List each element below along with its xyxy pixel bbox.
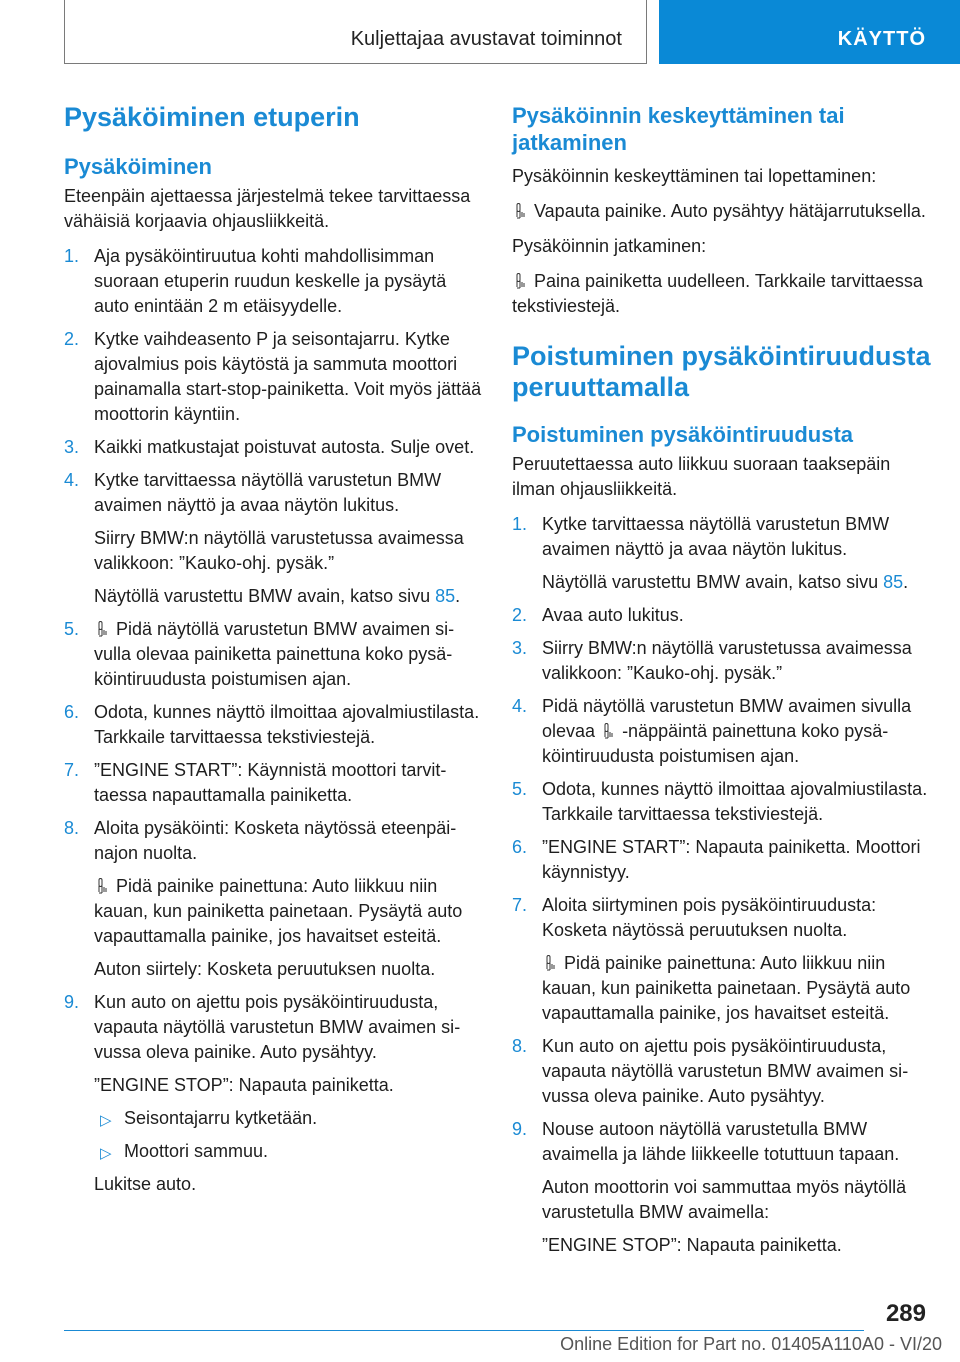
header-chapter-tab[interactable] [659, 0, 960, 64]
interrupt-action [512, 199, 932, 224]
step-number: 8. [512, 1036, 528, 1056]
step-subtext: Siirry BMW:n näytöllä varustetussa avaimessa valikkoon: ”Kauko-ohj. pysäk.” [94, 528, 464, 573]
step-text: Kaikki matkustajat poistuvat autosta. Sulje ovet. [94, 437, 475, 457]
step-number: 7. [64, 760, 80, 780]
step-number: 5. [512, 779, 528, 799]
step-number: 5. [64, 619, 80, 639]
step-subtext: Auton moottorin voi sammuttaa myös näytöllä varustetulla BMW avaimella: [542, 1177, 907, 1222]
heading-park-forward: Pysäköiminen etuperin [64, 102, 360, 132]
finger-touch-icon [514, 203, 526, 219]
step-text: Kun auto on ajettu pois pysäköintiruudusta, vapauta näytöllä varustetun BMW avaimen sivussa oleva painike. Auto pysähtyy. [542, 1036, 909, 1106]
step-subtext [94, 874, 484, 949]
list-item [512, 603, 932, 628]
triangle-bullet-icon: ▷ [100, 1112, 112, 1129]
step-number: 1. [64, 246, 80, 266]
step-number: 9. [512, 1119, 528, 1139]
footer-divider [64, 1330, 864, 1331]
parking-intro: Eteenpäin ajettaessa järjestelmä tekee tarvittaessa vähäisiä korjaavia ohjausliikkeitä. [64, 186, 471, 231]
step-text: ”ENGINE START”: Napauta painiketta. Moottori käynnistyy. [542, 837, 921, 882]
step-number: 4. [512, 696, 528, 716]
step-subtext-content: Pidä painike painettuna: Auto liikkuu niin kauan, kun painiketta painetaan. Pysäytä auto vapauttamalla painike, jos havaitset esteitä. [542, 953, 911, 1023]
header-section-title: Kuljettajaa avustavat toiminnot [350, 28, 622, 50]
triangle-bullet-icon: ▷ [100, 1145, 112, 1162]
list-item [512, 893, 932, 1026]
step-subtext [542, 951, 932, 1026]
list-item [64, 990, 484, 1197]
list-item [64, 435, 484, 460]
list-item [64, 468, 484, 609]
page-link[interactable]: 85 [883, 572, 904, 592]
list-item [512, 636, 932, 686]
step-subtext: ”ENGINE STOP”: Napauta painiketta. [542, 1235, 842, 1255]
step-number: 8. [64, 818, 80, 838]
heading-interrupt-continue: Pysäköinnin keskeyttäminen tai jatkaminen [512, 103, 845, 155]
step-subtext: Auton siirtely: Kosketa peruutuksen nuolta. [94, 959, 436, 979]
step-text: ”ENGINE START”: Käynnistä moottori tarvittaessa napauttamalla painiketta. [94, 760, 447, 805]
list-item [512, 694, 932, 769]
exit-steps [512, 512, 932, 1258]
step-subtext: Lukitse auto. [94, 1174, 197, 1194]
list-item [512, 835, 932, 885]
continue-action [512, 269, 932, 319]
step-number: 1. [512, 514, 528, 534]
interrupt-action-text: Vapauta painike. Auto pysähtyy hätäjarrutuksella. [534, 201, 926, 221]
step-text: Kytke tarvittaessa näytöllä varustetun BMW avaimen näyttö ja avaa näytön lukitus. [542, 514, 890, 559]
list-item [64, 816, 484, 982]
left-column [64, 102, 484, 1205]
page-number: 289 [885, 1300, 926, 1327]
list-item [512, 1034, 932, 1109]
bullet-item [94, 1139, 484, 1164]
heading-parking: Pysäköiminen [64, 154, 212, 179]
step-text-content: Pidä näytöllä varustetun BMW avaimen sivulla olevaa painiketta painettuna koko pysäköintiruudusta poistumisen ajan. [94, 619, 455, 689]
heading-exit-reverse: Poistuminen pysäköintiruudusta peruuttamalla [512, 341, 931, 402]
step-text: Aloita pysäköinti: Kosketa näytössä eteenpäinajon nuolta. [94, 818, 457, 863]
list-item [64, 244, 484, 319]
step-text: Kytke tarvittaessa näytöllä varustetun BMW avaimen näyttö ja avaa näytön lukitus. [94, 470, 442, 515]
list-item [64, 758, 484, 808]
list-item [64, 617, 484, 692]
step-text-pre: Pidä näytöllä varustetun BMW avaimen sivulla olevaa [542, 696, 912, 741]
page-ref-end: . [455, 586, 461, 606]
step-number: 7. [512, 895, 528, 915]
finger-touch-icon [544, 955, 556, 971]
bullet-text: Moottori sammuu. [124, 1141, 269, 1161]
step-text: Siirry BMW:n näytöllä varustetussa avaimessa valikkoon: ”Kauko-ohj. pysäk.” [542, 638, 912, 683]
bullet-item [94, 1106, 484, 1131]
step-text: Aja pysäköintiruutua kohti mahdollisimman suoraan etuperin ruudun keskelle ja pysäytä auto enintään 2 m etäisyydelle. [94, 246, 447, 316]
step-text: Kytke vaihdeasento P ja seisontajarru. Kytke ajovalmius pois käytöstä ja sammuta moottori painamalla start-stop-painiketta. Voit myös jättää moottorin käyntiin. [94, 329, 482, 424]
step-text: Kun auto on ajettu pois pysäköintiruudusta, vapauta näytöllä varustetun BMW avaimen sivussa oleva painike. Auto pysähtyy. [94, 992, 461, 1062]
list-item [512, 1117, 932, 1258]
interrupt-intro: Pysäköinnin keskeyttäminen tai lopettaminen: [512, 166, 877, 186]
page-link[interactable]: 85 [435, 586, 456, 606]
step-number: 3. [64, 437, 80, 457]
step-number: 2. [512, 605, 528, 625]
step-number: 6. [512, 837, 528, 857]
page-ref-text: Näytöllä varustettu BMW avain, katso sivu [542, 572, 884, 592]
continue-action-text: Paina painiketta uudelleen. Tarkkaile tarvittaessa tekstiviestejä. [512, 271, 923, 316]
step-number: 2. [64, 329, 80, 349]
footer-edition: Online Edition for Part no. 01405A110A0 - VI/20 [560, 1334, 942, 1354]
step-text: Avaa auto lukitus. [542, 605, 684, 625]
step-subtext: ”ENGINE STOP”: Napauta painiketta. [94, 1075, 394, 1095]
step-text: Odota, kunnes näyttö ilmoittaa ajovalmiustilasta. Tarkkaile tarvittaessa tekstiviestejä. [542, 779, 928, 824]
step-text: Nouse autoon näytöllä varustetulla BMW avaimella ja lähde liikkeelle totuttuun tapaan. [542, 1119, 900, 1164]
step-number: 3. [512, 638, 528, 658]
step-subtext [94, 584, 484, 609]
list-item [64, 327, 484, 427]
list-item [512, 777, 932, 827]
step-number: 9. [64, 992, 80, 1012]
page-ref-end: . [903, 572, 909, 592]
header-chapter-label: KÄYTTÖ [837, 28, 926, 50]
step-text-post: -näppäintä painettuna koko pysäköintiruudusta poistumisen ajan. [542, 721, 889, 766]
step-number: 4. [64, 470, 80, 490]
step-subtext-content: Pidä painike painettuna: Auto liikkuu niin kauan, kun painiketta painetaan. Pysäytä auto vapauttamalla painike, jos havaitset esteitä. [94, 876, 463, 946]
step-text [94, 617, 484, 692]
page-ref-text: Näytöllä varustettu BMW avain, katso sivu [94, 586, 436, 606]
finger-touch-icon [96, 621, 108, 637]
bullet-text: Seisontajarru kytketään. [124, 1108, 318, 1128]
exit-intro: Peruutettaessa auto liikkuu suoraan taaksepäin ilman ohjausliikkeitä. [512, 454, 891, 499]
finger-touch-icon [514, 273, 526, 289]
list-item [64, 700, 484, 750]
step-subtext [542, 570, 932, 595]
finger-touch-icon [602, 723, 614, 739]
right-column [512, 102, 932, 1266]
step-text: Odota, kunnes näyttö ilmoittaa ajovalmiustilasta. Tarkkaile tarvittaessa tekstiviestejä. [94, 702, 480, 747]
parking-steps [64, 244, 484, 1197]
header-section-box [64, 0, 647, 64]
step-text: Aloita siirtyminen pois pysäköintiruudusta: Kosketa näytössä peruutuksen nuolta. [542, 895, 877, 940]
step-number: 6. [64, 702, 80, 722]
continue-intro: Pysäköinnin jatkaminen: [512, 236, 707, 256]
heading-exit: Poistuminen pysäköintiruudusta [512, 422, 854, 447]
list-item [512, 512, 932, 595]
step-text [542, 694, 932, 769]
finger-touch-icon [96, 878, 108, 894]
